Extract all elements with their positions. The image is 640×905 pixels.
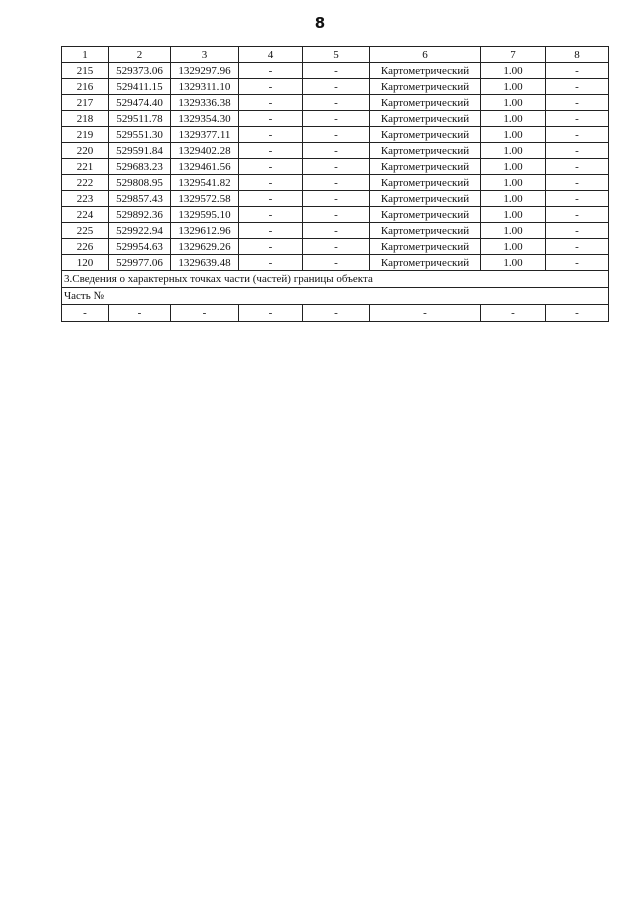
table-cell: - (481, 305, 546, 322)
table-cell: 1329354.30 (171, 111, 239, 127)
table-cell: Картометрический (370, 239, 481, 255)
table-cell: - (239, 191, 303, 207)
table-cell: 225 (62, 223, 109, 239)
table-cell: 529511.78 (109, 111, 171, 127)
table-cell: - (109, 305, 171, 322)
table-cell: 1329639.48 (171, 255, 239, 271)
table-cell: 1.00 (481, 79, 546, 95)
table-cell: 120 (62, 255, 109, 271)
table-cell: - (303, 255, 370, 271)
table-cell: - (546, 175, 609, 191)
table-cell: - (239, 223, 303, 239)
table-cell: 529373.06 (109, 63, 171, 79)
table-cell: 1329377.11 (171, 127, 239, 143)
table-cell: 529591.84 (109, 143, 171, 159)
table-cell: - (546, 191, 609, 207)
table-cell: - (303, 239, 370, 255)
table-row (62, 63, 609, 79)
table-body (62, 47, 609, 322)
table-cell: 1.00 (481, 63, 546, 79)
table-cell: 1.00 (481, 143, 546, 159)
table-cell: Картометрический (370, 223, 481, 239)
table-cell: Картометрический (370, 95, 481, 111)
table-cell: 221 (62, 159, 109, 175)
empty-part-row (62, 305, 609, 322)
table-cell: 1329629.26 (171, 239, 239, 255)
table-cell: 1.00 (481, 127, 546, 143)
table-cell: 529892.36 (109, 207, 171, 223)
table-cell: - (303, 79, 370, 95)
table-cell: 1.00 (481, 207, 546, 223)
table-cell: - (239, 239, 303, 255)
table-cell: 529808.95 (109, 175, 171, 191)
table-cell: Картометрический (370, 175, 481, 191)
table-cell: - (546, 223, 609, 239)
table-cell: Картометрический (370, 143, 481, 159)
table-cell: 529922.94 (109, 223, 171, 239)
table-cell: 226 (62, 239, 109, 255)
table-row (62, 79, 609, 95)
table-cell: 1329297.96 (171, 63, 239, 79)
table-cell: - (303, 207, 370, 223)
table-cell: 1329572.58 (171, 191, 239, 207)
table-cell: 1329311.10 (171, 79, 239, 95)
table-cell: - (239, 127, 303, 143)
table-row (62, 207, 609, 223)
table-row (62, 255, 609, 271)
table-cell: - (303, 143, 370, 159)
table-cell: - (303, 159, 370, 175)
table-cell: 1.00 (481, 175, 546, 191)
table-cell: 1.00 (481, 159, 546, 175)
section-title: 3.Сведения о характерных точках части (частей) границы объекта (62, 271, 609, 288)
table-cell: - (303, 63, 370, 79)
table-cell: - (239, 207, 303, 223)
table-cell: Картометрический (370, 111, 481, 127)
table-cell: - (239, 79, 303, 95)
table-cell: - (546, 305, 609, 322)
table-cell: 217 (62, 95, 109, 111)
table-row (62, 111, 609, 127)
table-cell: 1329612.96 (171, 223, 239, 239)
table-cell: 216 (62, 79, 109, 95)
table-cell: 219 (62, 127, 109, 143)
table-cell: 1329461.56 (171, 159, 239, 175)
table-cell: - (239, 175, 303, 191)
table-cell: 529977.06 (109, 255, 171, 271)
table-cell: - (370, 305, 481, 322)
table-cell: - (239, 63, 303, 79)
table-cell: Картометрический (370, 127, 481, 143)
table-cell: - (171, 305, 239, 322)
table-cell: - (546, 143, 609, 159)
table-cell: - (239, 111, 303, 127)
table-cell: - (303, 223, 370, 239)
table-cell: 529954.63 (109, 239, 171, 255)
table-cell: 1329595.10 (171, 207, 239, 223)
table-cell: 529411.15 (109, 79, 171, 95)
page-number: 8 (314, 14, 326, 32)
table-cell: 215 (62, 63, 109, 79)
table-cell: 529474.40 (109, 95, 171, 111)
table-cell: - (239, 159, 303, 175)
table-cell: - (62, 305, 109, 322)
table-row (62, 127, 609, 143)
table-row (62, 159, 609, 175)
table-cell: 1.00 (481, 95, 546, 111)
table-cell: Картометрический (370, 255, 481, 271)
column-header: 8 (546, 47, 609, 63)
table-cell: Картометрический (370, 63, 481, 79)
table-cell: - (303, 127, 370, 143)
table-row (62, 239, 609, 255)
column-header: 2 (109, 47, 171, 63)
table-cell: - (546, 159, 609, 175)
table-cell: Картометрический (370, 191, 481, 207)
table-cell: 1329541.82 (171, 175, 239, 191)
table-cell: 1.00 (481, 191, 546, 207)
coordinates-table (61, 46, 609, 322)
table-cell: - (239, 95, 303, 111)
table-cell: 529551.30 (109, 127, 171, 143)
table-cell: 1.00 (481, 223, 546, 239)
table-cell: 1329402.28 (171, 143, 239, 159)
table-cell: 529857.43 (109, 191, 171, 207)
table-cell: 222 (62, 175, 109, 191)
table-cell: 224 (62, 207, 109, 223)
table-cell: 1.00 (481, 255, 546, 271)
section-title-row (62, 271, 609, 288)
table-cell: - (546, 255, 609, 271)
table-cell: 1.00 (481, 239, 546, 255)
part-label-row (62, 288, 609, 305)
table-cell: - (239, 305, 303, 322)
table-cell: 220 (62, 143, 109, 159)
part-label: Часть № (62, 288, 609, 305)
table-cell: - (303, 175, 370, 191)
table-cell: - (303, 305, 370, 322)
table-cell: 1.00 (481, 111, 546, 127)
table-cell: - (239, 255, 303, 271)
table-cell: - (546, 239, 609, 255)
column-header: 4 (239, 47, 303, 63)
column-header: 5 (303, 47, 370, 63)
table-cell: - (546, 63, 609, 79)
table-row (62, 95, 609, 111)
table-cell: 529683.23 (109, 159, 171, 175)
table-cell: 218 (62, 111, 109, 127)
column-header: 6 (370, 47, 481, 63)
column-header: 3 (171, 47, 239, 63)
header-row (62, 47, 609, 63)
column-header: 1 (62, 47, 109, 63)
table-cell: 1329336.38 (171, 95, 239, 111)
table-cell: - (546, 207, 609, 223)
table-cell: Картометрический (370, 79, 481, 95)
table-cell: - (303, 95, 370, 111)
table-cell: - (546, 111, 609, 127)
column-header: 7 (481, 47, 546, 63)
table-cell: - (303, 191, 370, 207)
table-cell: - (239, 143, 303, 159)
table-row (62, 143, 609, 159)
table-row (62, 223, 609, 239)
table-row (62, 175, 609, 191)
table-cell: Картометрический (370, 159, 481, 175)
table-cell: 223 (62, 191, 109, 207)
table-cell: - (546, 79, 609, 95)
table-row (62, 191, 609, 207)
table-cell: Картометрический (370, 207, 481, 223)
table-cell: - (303, 111, 370, 127)
table-cell: - (546, 95, 609, 111)
table-cell: - (546, 127, 609, 143)
